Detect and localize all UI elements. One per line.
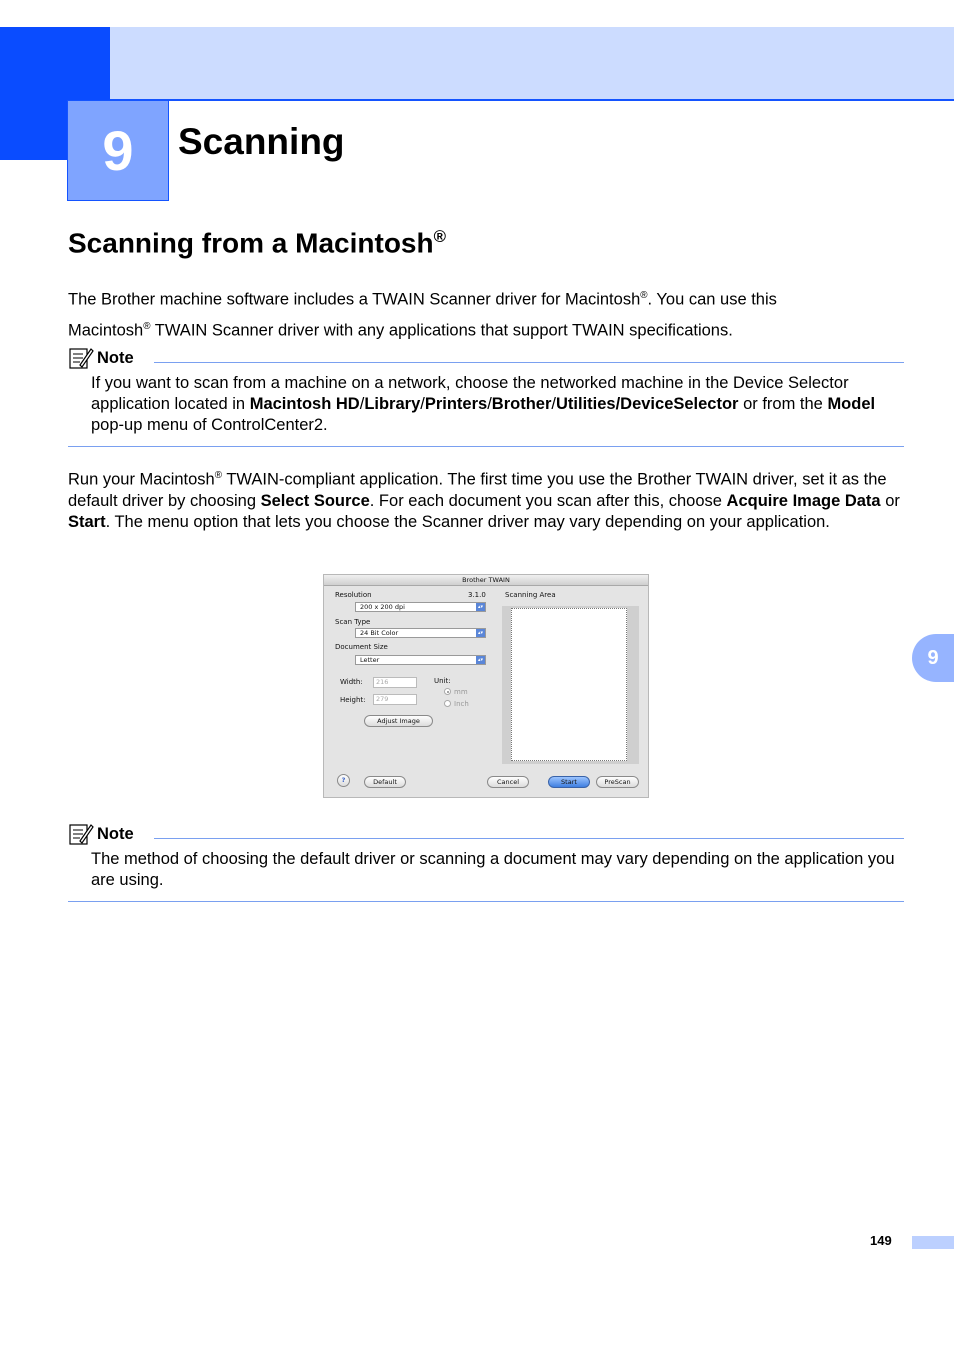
default-button[interactable]: Default xyxy=(364,776,406,788)
unit-inch-radio[interactable] xyxy=(444,700,451,707)
note-2-text: The method of choosing the default driver or scanning a document may vary depending on the application you are using. xyxy=(91,850,895,889)
header-band xyxy=(0,27,954,99)
chapter-number: 9 xyxy=(67,100,169,201)
page-number-bar xyxy=(912,1236,954,1249)
note-2 xyxy=(68,822,904,902)
cancel-button[interactable]: Cancel xyxy=(487,776,529,788)
pencil-icon xyxy=(68,822,94,846)
note-2-top-rule xyxy=(154,838,904,839)
scan-type-select[interactable]: 24 Bit Color ▴▾ xyxy=(355,628,486,638)
version-label: 3.1.0 xyxy=(468,591,486,599)
chapter-side-tab: 9 xyxy=(912,634,954,682)
run-paragraph: Run your Macintosh® TWAIN-compliant application. The first time you use the Brother TWAIN driver, set it as the default driver by choosing Select Source. For each document you scan after this, choose Acquire Image Data or Start. The menu option that lets you choose the Scanner driver may vary depending on your application. xyxy=(68,470,900,531)
note-1-top-rule xyxy=(154,362,904,363)
section-title: Scanning from a Macintosh® xyxy=(68,227,446,259)
scan-type-label: Scan Type xyxy=(335,618,371,626)
note-1 xyxy=(68,346,904,447)
unit-label: Unit: xyxy=(434,677,451,685)
unit-inch-label: Inch xyxy=(454,700,469,708)
width-field[interactable]: 216 xyxy=(373,677,417,688)
popup-arrows-icon: ▴▾ xyxy=(477,657,484,663)
scanning-area[interactable] xyxy=(502,606,639,764)
document-size-select[interactable]: Letter ▴▾ xyxy=(355,655,486,665)
pencil-icon xyxy=(68,346,94,370)
document-size-label: Document Size xyxy=(335,643,388,651)
brother-twain-dialog xyxy=(323,574,649,798)
unit-mm-radio[interactable] xyxy=(444,688,451,695)
height-label: Height: xyxy=(340,696,366,704)
note-1-header: Note xyxy=(68,346,134,370)
popup-arrows-icon: ▴▾ xyxy=(477,604,484,610)
note-1-bottom-rule xyxy=(68,446,904,447)
note-2-header: Note xyxy=(68,822,134,846)
resolution-select[interactable]: 200 x 200 dpi ▴▾ xyxy=(355,602,486,612)
note-2-bottom-rule xyxy=(68,901,904,902)
width-label: Width: xyxy=(340,678,363,686)
popup-arrows-icon: ▴▾ xyxy=(477,630,484,636)
help-icon[interactable]: ? xyxy=(337,774,350,787)
note-1-text: If you want to scan from a machine on a network, choose the networked machine in the Device Selector application located in Macintosh HD/Library/Printers/Brother/Utilities/DeviceSelector or from the Model pop-up menu of ControlCenter2. xyxy=(91,374,876,434)
scan-preview-page xyxy=(511,608,627,761)
resolution-label: Resolution xyxy=(335,591,372,599)
start-button[interactable]: Start xyxy=(548,776,590,788)
scanning-area-label: Scanning Area xyxy=(505,591,556,599)
adjust-image-button[interactable]: Adjust Image xyxy=(364,715,433,727)
height-field[interactable]: 279 xyxy=(373,694,417,705)
dialog-title: Brother TWAIN xyxy=(324,575,648,586)
intro-paragraph: The Brother machine software includes a TWAIN Scanner driver for Macintosh®. You can use this Macintosh® TWAIN Scanner driver with any applications that support TWAIN specifications. xyxy=(68,290,777,339)
page-number: 149 xyxy=(870,1233,892,1248)
chapter-title: Scanning xyxy=(178,121,345,162)
unit-mm-label: mm xyxy=(454,688,468,696)
prescan-button[interactable]: PreScan xyxy=(596,776,639,788)
